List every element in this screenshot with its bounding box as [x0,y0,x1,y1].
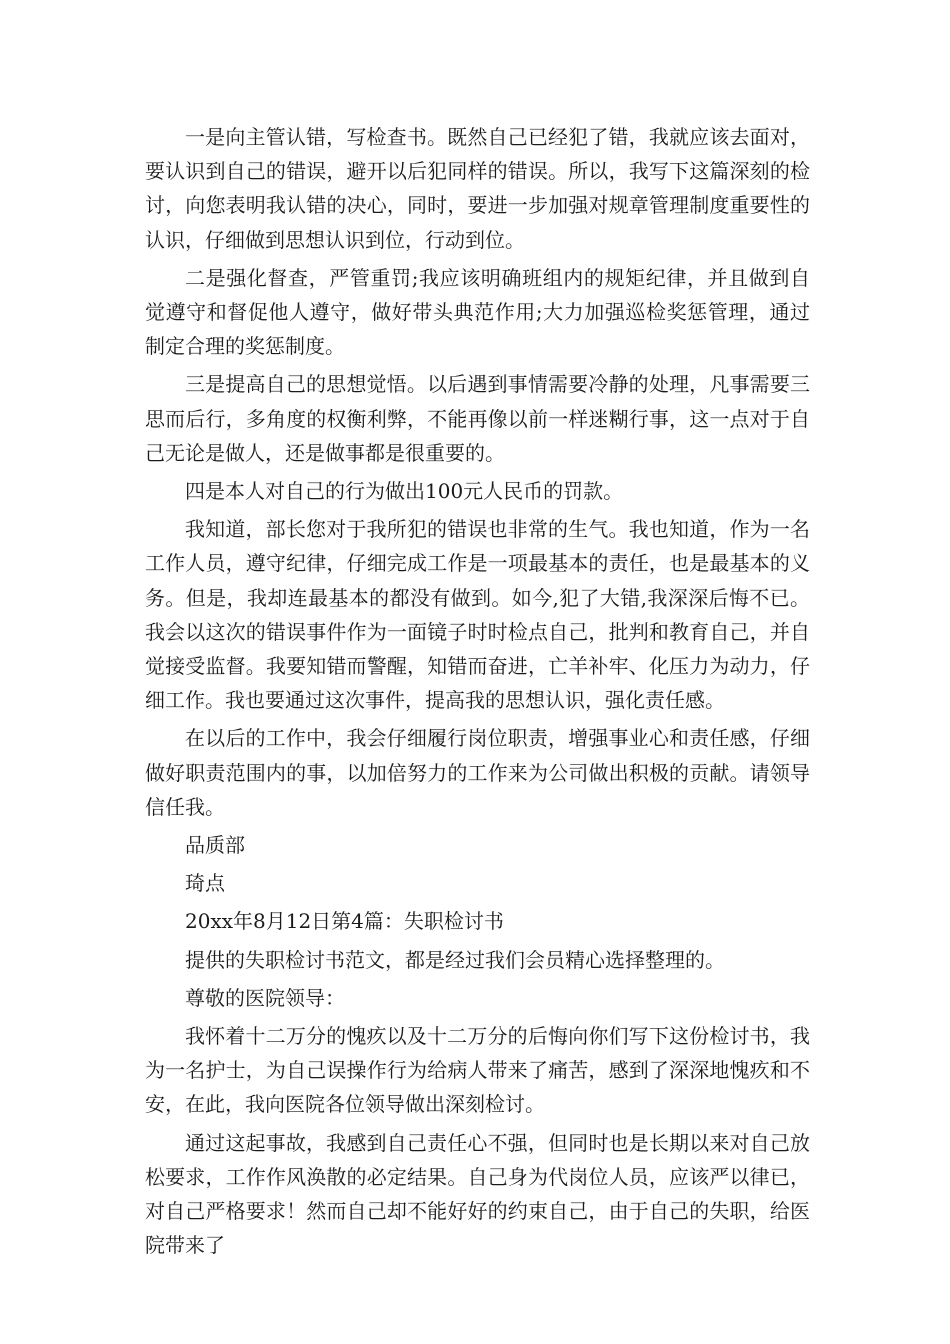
paragraph-fine: 四是本人对自己的行为做出100元人民币的罚款。 [185,479,624,504]
date-and-section-title: 20xx年8月12日第4篇：失职检讨书 [185,909,504,934]
paragraph-future-work: 在以后的工作中，我会仔细履行岗位职责，增强事业心和责任感，仔细做好职责范围内的事，以加倍努力的工作来为公司做出积极的贡献。请领导信任我。 [145,726,810,819]
paragraph-minister-angry: 我知道，部长您对于我所犯的错误也非常的生气。我也知道，作为一名工作人员，遵守纪律，仔细完成工作是一项最基本的责任，也是最基本的义务。但是，我却连最基本的都没有做到。如今,犯了大错,我深深后悔不已。我会以这次的错误事件作为一面镜子时时检点自己，批判和教育自己，并自觉接受监督。我要知错而警醒，知错而奋进，亡羊补牢、化压力为动力，仔细工作。我也要通过这次事件，提高我的思想认识，强化责任感。 [145,517,810,713]
document-body [145,120,810,1267]
intro-note: 提供的失职检讨书范文，都是经过我们会员精心选择整理的。 [185,947,725,972]
paragraph-raise-awareness: 三是提高自己的思想觉悟。以后遇到事情需要冷静的处理，凡事需要三思而后行，多角度的权衡利弊，不能再像以前一样迷糊行事，这一点对于自己无论是做人，还是做事都是很重要的。 [145,372,810,465]
salutation: 尊敬的医院领导： [185,985,345,1010]
paragraph-admit-error: 一是向主管认错，写检查书。既然自己已经犯了错，我就应该去面对，要认识到自己的错误，避开以后犯同样的错误。所以，我写下这篇深刻的检讨，向您表明我认错的决心，同时，要进一步加强对规章管理制度重要性的认识，仔细做到思想认识到位，行动到位。 [145,125,810,252]
signature-department: 品质部 [185,833,245,858]
paragraph-accident-reflection: 通过这起事故，我感到自己责任心不强，但同时也是长期以来对自己放松要求，工作作风涣散的必定结果。自己身为代岗位人员，应该严以律已，对自己严格要求！然而自己却不能好好的约束自己，由于自己的失职，给医院带来了 [145,1130,810,1258]
paragraph-strengthen-supervision: 二是强化督查，严管重罚;我应该明确班组内的规矩纪律，并且做到自觉遵守和督促他人遵守，做好带头典范作用;大力加强巡检奖惩管理，通过制定合理的奖惩制度。 [145,265,810,359]
signature-name: 琦点 [185,871,225,896]
paragraph-nurse-apology: 我怀着十二万分的愧疚以及十二万分的后悔向你们写下这份检讨书，我为一名护士，为自己误操作行为给病人带来了痛苦，感到了深深地愧疚和不安，在此，我向医院各位领导做出深刻检讨。 [145,1024,810,1117]
